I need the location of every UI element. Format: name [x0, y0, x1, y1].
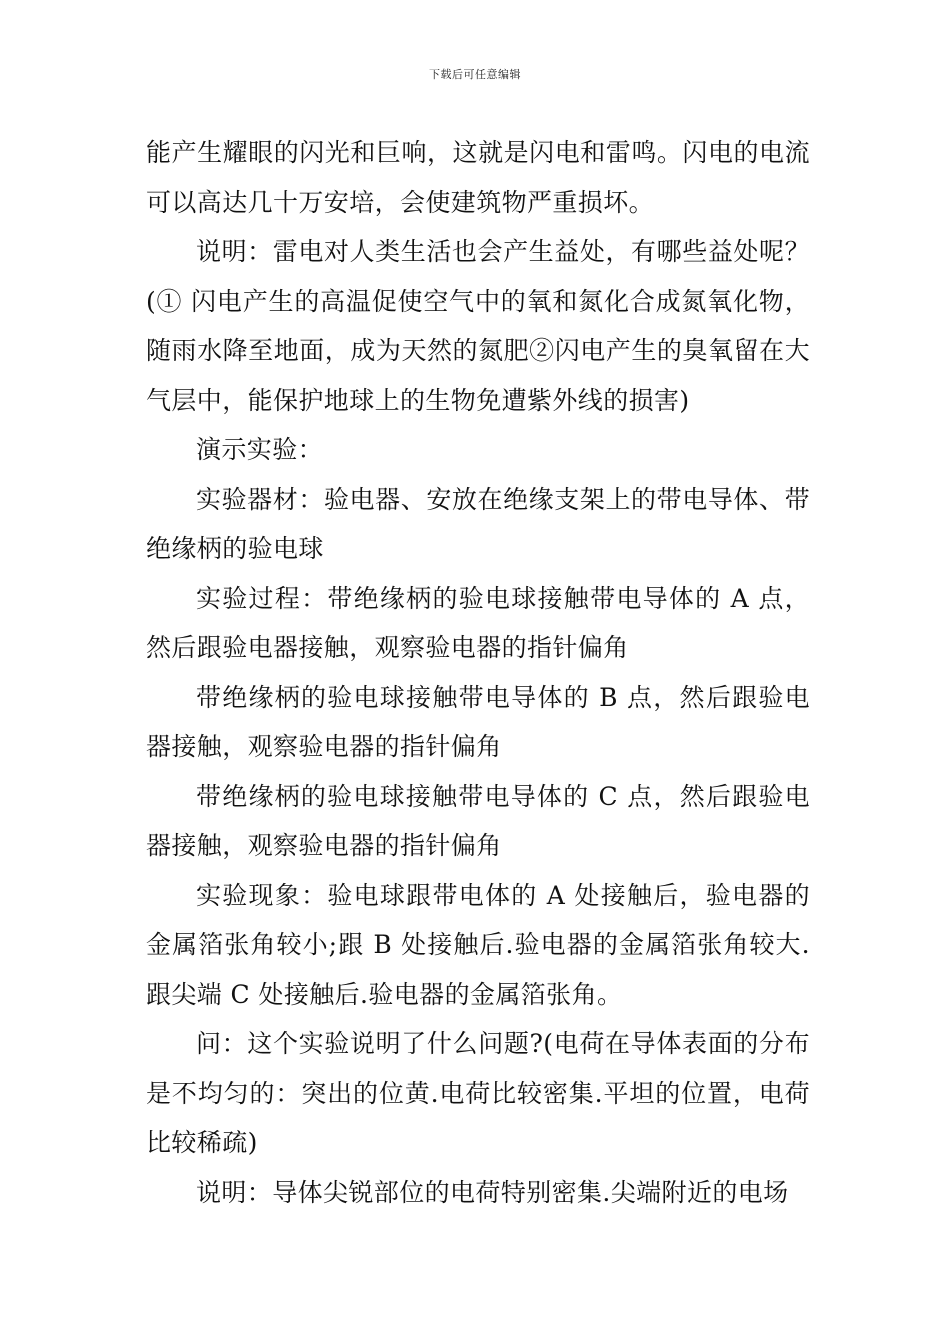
paragraph-procedure-b: 带绝缘柄的验电球接触带电导体的 B 点，然后跟验电器接触，观察验电器的指针偏角: [146, 682, 810, 761]
paragraph-procedure-c: 带绝缘柄的验电球接触带电导体的 C 点，然后跟验电器接触，观察验电器的指针偏角: [146, 781, 810, 860]
page-header: 下载后可任意编辑: [429, 68, 521, 81]
document-body: [146, 128, 810, 1217]
paragraph-equipment: 实验器材：验电器、安放在绝缘支架上的带电导体、带绝缘柄的验电球: [146, 484, 810, 563]
paragraph-lightning-intro: 能产生耀眼的闪光和巨响，这就是闪电和雷鸣。闪电的电流可以高达几十万安培，会使建筑物严重损坏。: [146, 138, 810, 217]
paragraph-lightning-benefits: 说明：雷电对人类生活也会产生益处，有哪些益处呢？(① 闪电产生的高温促使空气中的氧和氮化合成氮氧化物，随雨水降至地面，成为天然的氮肥②闪电产生的臭氧留在大气层中，能保护地球上的生物免遭紫外线的损害): [146, 237, 810, 415]
paragraph-demo-heading: 演示实验：: [196, 435, 324, 464]
paragraph-phenomenon: 实验现象：验电球跟带电体的 A 处接触后，验电器的金属箔张角较小;跟 B 处接触后.验电器的金属箔张角较大.跟尖端 C 处接触后.验电器的金属箔张角。: [146, 880, 810, 1009]
paragraph-explanation: 说明：导体尖锐部位的电荷特别密集.尖端附近的电场: [196, 1177, 789, 1207]
paragraph-procedure-a: 实验过程：带绝缘柄的验电球接触带电导体的 A 点，然后跟验电器接触，观察验电器的指针偏角: [146, 583, 810, 662]
paragraph-question: 问：这个实验说明了什么问题?(电荷在导体表面的分布是不均匀的：突出的位黄.电荷比较密集.平坦的位置，电荷比较稀疏): [146, 1029, 810, 1157]
